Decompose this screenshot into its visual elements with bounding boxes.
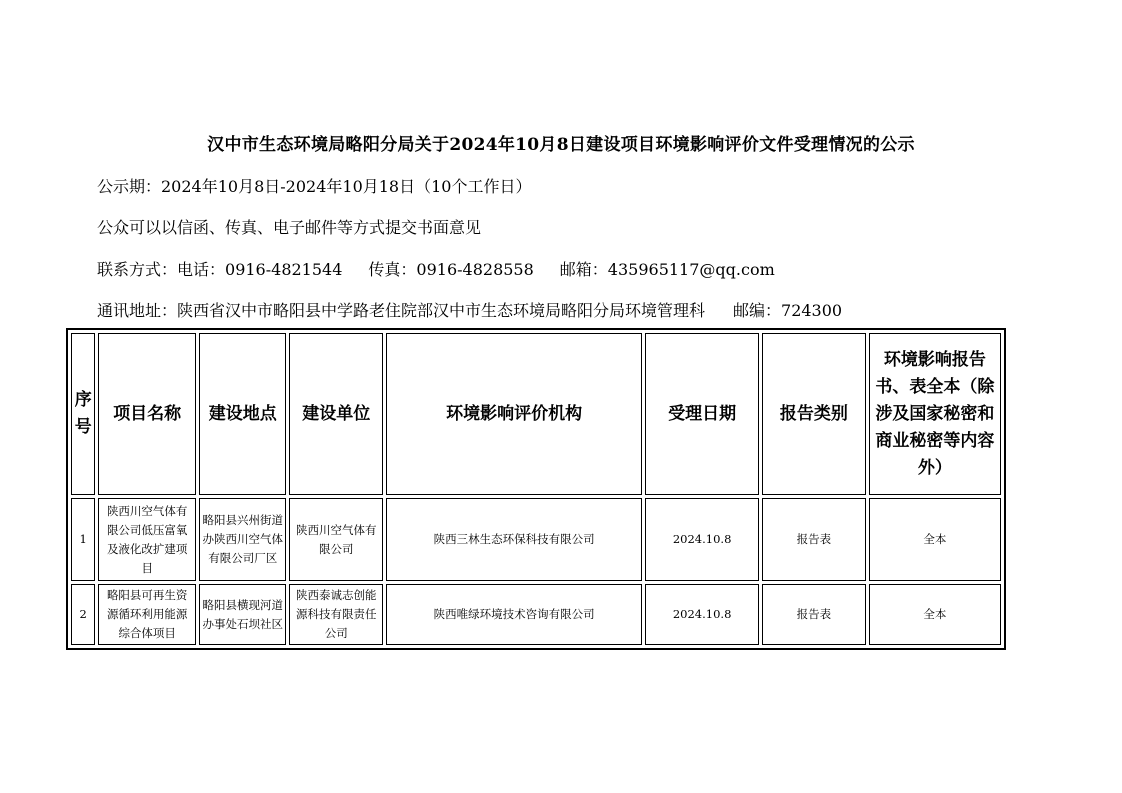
contact-email: 邮箱：435965117@qq.com (559, 260, 775, 279)
address-text: 通讯地址：陕西省汉中市略阳县中学路老住院部汉中市生态环境局略阳分局环境管理科 (97, 301, 706, 320)
cell-full-text: 全本 (869, 584, 1001, 645)
page-title: 汉中市生态环境局略阳分局关于2024年10月8日建设项目环境影响评价文件受理情况的公示 (207, 135, 915, 155)
cell-location: 略阳县兴州街道办陕西川空气体有限公司厂区 (199, 498, 286, 581)
cell-date: 2024.10.8 (645, 498, 759, 581)
header-project-name: 项目名称 (98, 333, 196, 495)
header-location: 建设地点 (199, 333, 286, 495)
cell-report-type: 报告表 (762, 584, 866, 645)
acceptance-table (66, 328, 1006, 650)
address-postcode: 邮编：724300 (733, 301, 843, 320)
cell-report-type: 报告表 (762, 498, 866, 581)
header-builder: 建设单位 (289, 333, 383, 495)
header-seq: 序号 (71, 333, 95, 495)
cell-builder: 陕西川空气体有限公司 (289, 498, 383, 581)
cell-seq: 1 (71, 498, 95, 581)
cell-full-text: 全本 (869, 498, 1001, 581)
contact-fax: 传真：0916-4828558 (368, 260, 534, 279)
cell-builder: 陕西泰诚志创能源科技有限责任公司 (289, 584, 383, 645)
header-eia-agency: 环境影响评价机构 (386, 333, 642, 495)
header-full-text: 环境影响报告书、表全本（除涉及国家秘密和商业秘密等内容外） (869, 333, 1001, 495)
table-row (71, 498, 1001, 581)
cell-date: 2024.10.8 (645, 584, 759, 645)
cell-seq: 2 (71, 584, 95, 645)
feedback-methods: 公众可以以信函、传真、电子邮件等方式提交书面意见 (97, 218, 482, 237)
cell-project-name: 略阳县可再生资源循环利用能源综合体项目 (98, 584, 196, 645)
cell-location: 略阳县横现河道办事处石坝社区 (199, 584, 286, 645)
contact-label: 联系方式： (97, 260, 178, 279)
contact-phone: 电话：0916-4821544 (177, 260, 343, 279)
cell-eia-agency: 陕西三林生态环保科技有限公司 (386, 498, 642, 581)
header-report-type: 报告类别 (762, 333, 866, 495)
cell-eia-agency: 陕西唯绿环境技术咨询有限公司 (386, 584, 642, 645)
notice-period: 公示期：2024年10月8日-2024年10月18日（10个工作日） (97, 177, 532, 196)
table-header-row (71, 333, 1001, 495)
header-date: 受理日期 (645, 333, 759, 495)
table-row (71, 584, 1001, 645)
cell-project-name: 陕西川空气体有限公司低压富氧及液化改扩建项目 (98, 498, 196, 581)
contact-line (97, 257, 775, 280)
address-line (97, 298, 842, 321)
